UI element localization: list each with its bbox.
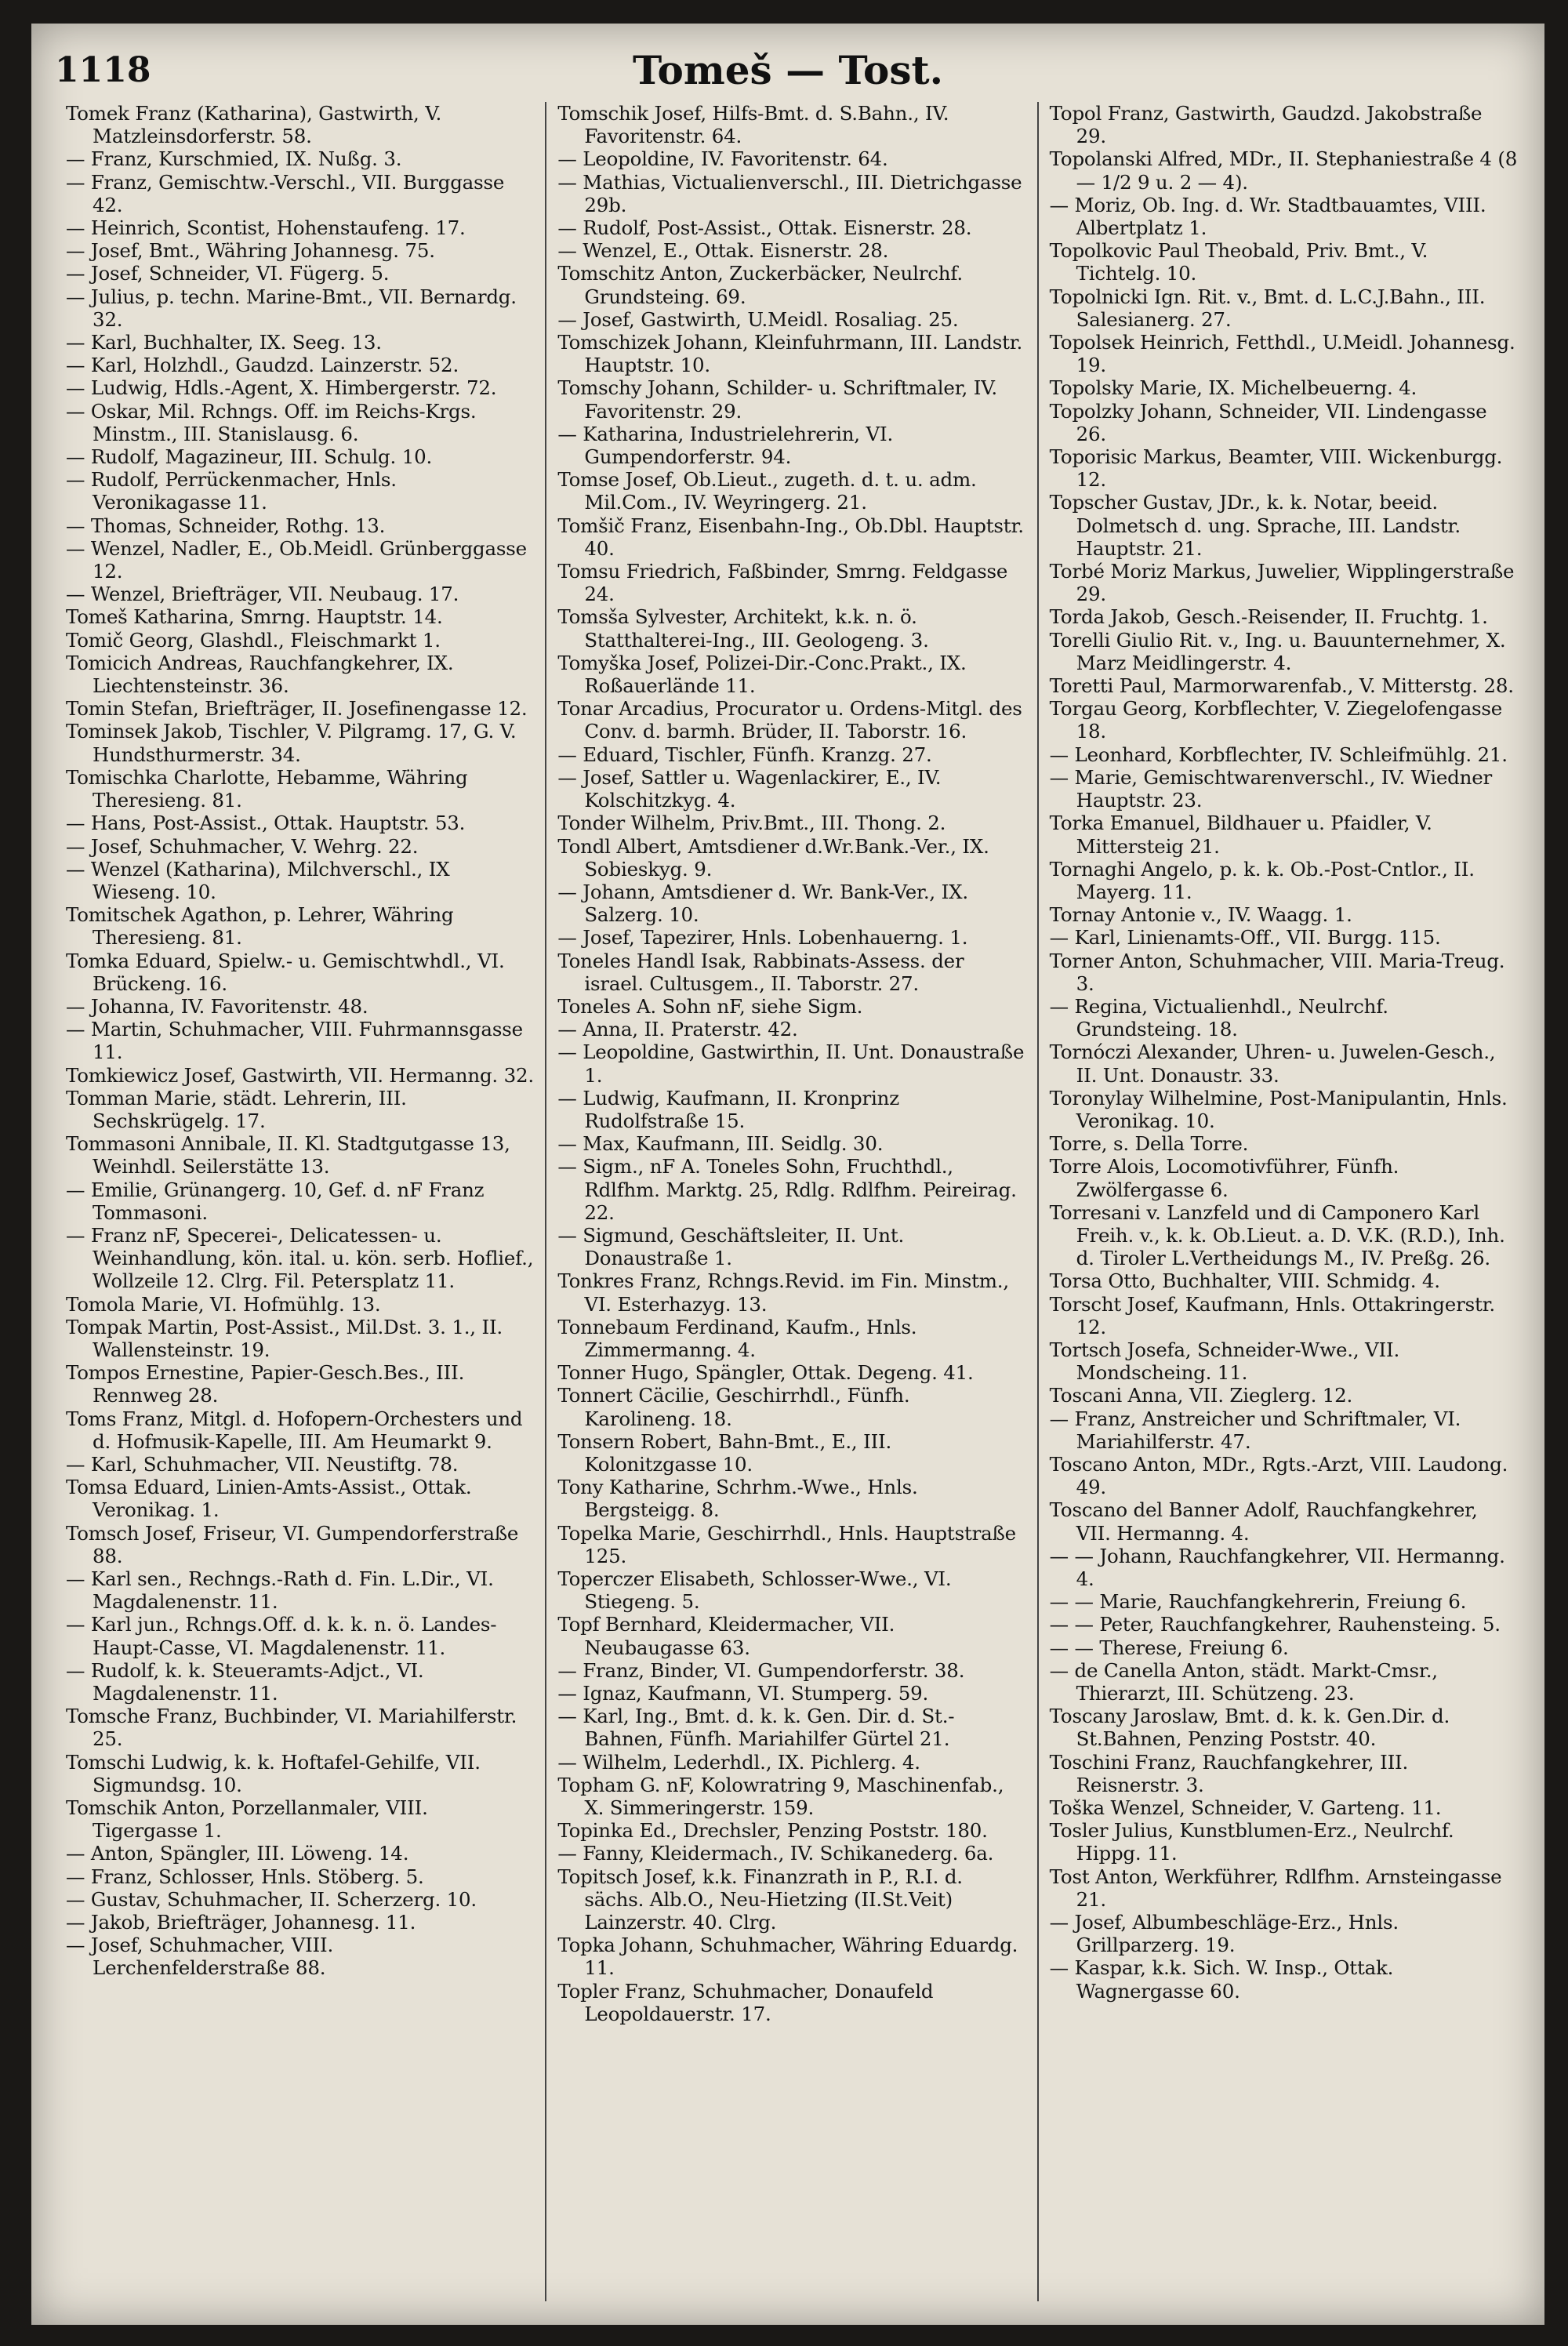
directory-page <box>31 24 1544 2325</box>
directory-entry: Topler Franz, Schuhmacher, Donaufeld Leopoldauerstr. 17. <box>557 1979 934 2025</box>
directory-entry: Toporisic Markus, Beamter, VIII. Wickenburgg. 12. <box>1049 445 1503 492</box>
directory-entry: Tonnert Cäcilie, Geschirrhdl., Fünfh. Karolineng. 18. <box>557 1384 910 1430</box>
directory-entry: — Johann, Amtsdiener d. Wr. Bank-Ver., IX. Salzerg. 10. <box>557 880 968 927</box>
directory-entry: Tomse Josef, Ob.Lieut., zugeth. d. t. u. adm. Mil.Com., IV. Weyringerg. 21. <box>557 468 977 514</box>
directory-entry: Topka Johann, Schuhmacher, Währing Eduardg. 11. <box>557 1934 1018 1980</box>
directory-entry: — Rudolf, Perrückenmacher, Hnls. Veronikagasse 11. <box>66 468 397 514</box>
directory-entry: — Karl, Buchhalter, IX. Seeg. 13. <box>66 331 382 354</box>
directory-entry: — Wenzel, Nadler, E., Ob.Meidl. Grünberggasse 12. <box>66 536 527 583</box>
directory-entry: — Sigm., nF A. Toneles Sohn, Fruchthdl., Rdlfhm. Marktg. 25, Rdlg. Rdlfhm. Peireirag. 22. <box>557 1155 1017 1224</box>
directory-entry: Tominsek Jakob, Tischler, V. Pilgramg. 17, G. V. Hundsthurmerstr. 34. <box>66 720 517 766</box>
directory-entry: Tomeš Katharina, Smrng. Hauptstr. 14. <box>66 605 443 629</box>
directory-entry: Topolnicki Ign. Rit. v., Bmt. d. L.C.J.Bahn., III. Salesianerg. 27. <box>1049 285 1486 331</box>
directory-entry: Tomšič Franz, Eisenbahn-Ing., Ob.Dbl. Hauptstr. 40. <box>557 514 1024 560</box>
directory-entry: Tornay Antonie v., IV. Waagg. 1. <box>1049 903 1352 927</box>
directory-entry: — Josef, Gastwirth, U.Meidl. Rosaliag. 25. <box>557 307 959 331</box>
directory-entry: Tomyška Josef, Polizei-Dir.-Conc.Prakt., IX. Roßauerlände 11. <box>557 651 967 698</box>
directory-entry: — Julius, p. techn. Marine-Bmt., VII. Bernardg. 32. <box>66 285 517 331</box>
directory-entry: — Franz, Anstreicher und Schriftmaler, VI. Mariahilferstr. 47. <box>1049 1407 1461 1453</box>
directory-entry: — Franz, Gemischtw.-Verschl., VII. Burggasse 42. <box>66 170 505 216</box>
directory-entry: Tost Anton, Werkführer, Rdlfhm. Arnsteingasse 21. <box>1049 1865 1502 1911</box>
directory-entry: — Franz, Kurschmied, IX. Nußg. 3. <box>66 147 402 171</box>
directory-entry: Tomschizek Johann, Kleinfuhrmann, III. Landstr. Hauptstr. 10. <box>557 331 1023 377</box>
directory-entry: Tomek Franz (Katharina), Gastwirth, V. Matzleinsdorferstr. 58. <box>66 102 442 148</box>
directory-entry: — Leonhard, Korbflechter, IV. Schleifmühlg. 21. <box>1049 743 1508 766</box>
directory-entry: Tomsch Josef, Friseur, VI. Gumpendorferstraße 88. <box>66 1521 519 1567</box>
directory-entry: Torre, s. Della Torre. <box>1049 1132 1249 1156</box>
directory-entry: Tonnebaum Ferdinand, Kaufm., Hnls. Zimmermanng. 4. <box>557 1315 917 1361</box>
directory-entry: — Anton, Spängler, III. Löweng. 14. <box>66 1842 409 1865</box>
directory-entry: Tomschik Josef, Hilfs-Bmt. d. S.Bahn., IV. Favoritenstr. 64. <box>557 102 949 148</box>
directory-entry: Toška Wenzel, Schneider, V. Garteng. 11. <box>1049 1796 1442 1820</box>
directory-entry: — Hans, Post-Assist., Ottak. Hauptstr. 53. <box>66 812 466 835</box>
directory-entry: Topscher Gustav, JDr., k. k. Notar, beeid. Dolmetsch d. ung. Sprache, III. Landstr. Hauptstr. 21. <box>1049 491 1461 560</box>
directory-entry: Tomischka Charlotte, Hebamme, Währing Theresieng. 81. <box>66 765 468 812</box>
directory-entry: — Regina, Victualienhdl., Neulrchf. Grundsteing. 18. <box>1049 994 1388 1041</box>
directory-entry: — Josef, Schuhmacher, VIII. Lerchenfelderstraße 88. <box>66 1934 334 1980</box>
directory-entry: Tompos Ernestine, Papier-Gesch.Bes., III. Rennweg 28. <box>66 1361 465 1407</box>
directory-entry: — — Peter, Rauchfangkehrer, Rauhensteing. 5. <box>1049 1613 1501 1636</box>
directory-entry: Tonner Hugo, Spängler, Ottak. Degeng. 41. <box>557 1361 974 1385</box>
directory-entry: — Anna, II. Praterstr. 42. <box>557 1018 798 1041</box>
directory-entry: — Gustav, Schuhmacher, II. Scherzerg. 10. <box>66 1887 477 1911</box>
directory-entry: Torre Alois, Locomotivführer, Fünfh. Zwölfergasse 6. <box>1049 1155 1399 1201</box>
directory-entry: Toscani Anna, VII. Zieglerg. 12. <box>1049 1384 1353 1407</box>
directory-entry: Toneles A. Sohn nF, siehe Sigm. <box>557 994 863 1018</box>
directory-entry: Tondl Albert, Amtsdiener d.Wr.Bank.-Ver., IX. Sobieskyg. 9. <box>557 834 989 881</box>
directory-entry: Tomschik Anton, Porzellanmaler, VIII. Tigergasse 1. <box>66 1796 428 1843</box>
directory-entry: — Karl jun., Rchngs.Off. d. k. k. n. ö. Landes-Haupt-Casse, VI. Magdalenenstr. 11. <box>66 1613 497 1659</box>
directory-entry: Tompak Martin, Post-Assist., Mil.Dst. 3. 1., II. Wallensteinstr. 19. <box>66 1315 503 1361</box>
directory-entry: Tomitschek Agathon, p. Lehrer, Währing Theresieng. 81. <box>66 903 454 950</box>
directory-entry: Toms Franz, Mitgl. d. Hofopern-Orchesters und d. Hofmusik-Kapelle, III. Am Heumarkt 9. <box>66 1407 523 1453</box>
directory-entry: — Thomas, Schneider, Rothg. 13. <box>66 514 386 537</box>
directory-entry: Tornaghi Angelo, p. k. k. Ob.-Post-Cntlor., II. Mayerg. 11. <box>1049 857 1475 903</box>
directory-entry: Topolzky Johann, Schneider, VII. Lindengasse 26. <box>1049 399 1487 445</box>
directory-entry: Torresani v. Lanzfeld und di Camponero Karl Freih. v., k. k. Ob.Lieut. a. D. V.K. (R.D.), Inh. d. Tiroler L.Vertheidungs M., IV. Preßg. 26. <box>1049 1200 1505 1270</box>
directory-entry: — Karl, Ing., Bmt. d. k. k. Gen. Dir. d. St.-Bahnen, Fünfh. Mariahilfer Gürtel 21. <box>557 1705 955 1751</box>
directory-entry: — Wenzel (Katharina), Milchverschl., IX Wieseng. 10. <box>66 857 450 903</box>
directory-entry: — Kaspar, k.k. Sich. W. Insp., Ottak. Wagnergasse 60. <box>1049 1956 1394 2003</box>
directory-entry: Toscano Anton, MDr., Rgts.-Arzt, VIII. Laudong. 49. <box>1049 1452 1508 1499</box>
directory-entry: Tomin Stefan, Briefträger, II. Josefinengasse 12. <box>66 697 528 721</box>
directory-entry: — Fanny, Kleidermach., IV. Schikanederg. 6a. <box>557 1842 994 1865</box>
directory-entry: Tomsche Franz, Buchbinder, VI. Mariahilferstr. 25. <box>66 1705 517 1751</box>
directory-entry: — Franz, Schlosser, Hnls. Stöberg. 5. <box>66 1865 424 1888</box>
directory-entry: — Karl, Schuhmacher, VII. Neustiftg. 78. <box>66 1452 459 1476</box>
directory-entry: Topelka Marie, Geschirrhdl., Hnls. Hauptstraße 125. <box>557 1521 1016 1567</box>
column-left <box>55 102 546 2301</box>
directory-entry: Tomschi Ludwig, k. k. Hoftafel-Gehilfe, VII. Sigmundsg. 10. <box>66 1750 481 1796</box>
directory-entry: Topolanski Alfred, MDr., II. Stephaniestraße 4 (8 — 1/2 9 u. 2 — 4). <box>1049 147 1518 194</box>
directory-entry: — Josef, Sattler u. Wagenlackirer, E., IV. Kolschitzkyg. 4. <box>557 765 942 812</box>
directory-entry: — Karl, Linienamts-Off., VII. Burgg. 115. <box>1049 926 1441 950</box>
directory-entry: Torbé Moriz Markus, Juwelier, Wipplingerstraße 29. <box>1049 560 1515 606</box>
directory-entry: — Oskar, Mil. Rchngs. Off. im Reichs-Krgs. Minstm., III. Stanislausg. 6. <box>66 399 477 445</box>
directory-entry: Topinka Ed., Drechsler, Penzing Poststr. 180. <box>557 1819 988 1843</box>
directory-entry: Toscany Jaroslaw, Bmt. d. k. k. Gen.Dir. d. St.Bahnen, Penzing Poststr. 40. <box>1049 1705 1450 1751</box>
directory-entry: Tomsu Friedrich, Faßbinder, Smrng. Feldgasse 24. <box>557 560 1008 606</box>
directory-entry: — — Marie, Rauchfangkehrerin, Freiung 6. <box>1049 1590 1467 1614</box>
column-right <box>1039 102 1529 2301</box>
directory-entry: Tomman Marie, städt. Lehrerin, III. Sechskrügelg. 17. <box>66 1086 407 1132</box>
directory-entry: Tonkres Franz, Rchngs.Revid. im Fin. Minstm., VI. Esterhazyg. 13. <box>557 1269 1009 1316</box>
directory-entry: — Franz, Binder, VI. Gumpendorferstr. 38. <box>557 1658 965 1682</box>
directory-entry: — Ignaz, Kaufmann, VI. Stumperg. 59. <box>557 1682 929 1705</box>
directory-entry: Tomicich Andreas, Rauchfangkehrer, IX. Liechtensteinstr. 36. <box>66 651 454 698</box>
directory-entry: — Marie, Gemischtwarenverschl., IV. Wiedner Hauptstr. 23. <box>1049 765 1493 812</box>
directory-entry: Tomschy Johann, Schilder- u. Schriftmaler, IV. Favoritenstr. 29. <box>557 376 998 423</box>
directory-entry: Tomola Marie, VI. Hofmühlg. 13. <box>66 1292 381 1316</box>
directory-entry: Tomsa Eduard, Linien-Amts-Assist., Ottak. Veronikag. 1. <box>66 1476 472 1522</box>
directory-entry: Tony Katharine, Schrhm.-Wwe., Hnls. Bergsteigg. 8. <box>557 1476 918 1522</box>
directory-columns <box>55 102 1529 2301</box>
directory-entry: Tortsch Josefa, Schneider-Wwe., VII. Mondscheing. 11. <box>1049 1338 1400 1385</box>
directory-entry: — Max, Kaufmann, III. Seidlg. 30. <box>557 1132 884 1156</box>
directory-entry: Toneles Handl Isak, Rabbinats-Assess. der israel. Cultusgem., II. Taborstr. 27. <box>557 949 964 995</box>
directory-entry: Torelli Giulio Rit. v., Ing. u. Bauunternehmer, X. Marz Meidlingerstr. 4. <box>1049 628 1506 674</box>
directory-entry: — Rudolf, k. k. Steueramts-Adjct., VI. Magdalenenstr. 11. <box>66 1658 424 1705</box>
directory-entry: Tomkiewicz Josef, Gastwirth, VII. Hermanng. 32. <box>66 1063 534 1087</box>
directory-entry: Toperczer Elisabeth, Schlosser-Wwe., VI. Stiegeng. 5. <box>557 1567 952 1614</box>
directory-entry: — Ludwig, Kaufmann, II. Kronprinz Rudolfstraße 15. <box>557 1086 899 1132</box>
directory-entry: — Josef, Schuhmacher, V. Wehrg. 22. <box>66 834 419 858</box>
directory-entry: — Jakob, Briefträger, Johannesg. 11. <box>66 1911 416 1934</box>
directory-entry: Tomschitz Anton, Zuckerbäcker, Neulrchf. Grundsteing. 69. <box>557 262 963 308</box>
directory-entry: Torner Anton, Schuhmacher, VIII. Maria-Treug. 3. <box>1049 949 1505 995</box>
running-head: Tomeš — Tost. <box>633 47 943 93</box>
directory-entry: — Ludwig, Hdls.-Agent, X. Himbergerstr. 72. <box>66 376 497 400</box>
directory-entry: Tonar Arcadius, Procurator u. Ordens-Mitgl. des Conv. d. barmh. Brüder, II. Taborstr. 16. <box>557 697 1022 743</box>
directory-entry: Torka Emanuel, Bildhauer u. Pfaidler, V. Mittersteig 21. <box>1049 812 1432 858</box>
directory-entry: — Sigmund, Geschäftsleiter, II. Unt. Donaustraße 1. <box>557 1223 905 1270</box>
page-number: 1118 <box>55 50 151 90</box>
directory-entry: — Karl, Holzhdl., Gaudzd. Lainzerstr. 52. <box>66 354 459 377</box>
directory-entry: Topolkovic Paul Theobald, Priv. Bmt., V. Tichtelg. 10. <box>1049 239 1428 285</box>
directory-entry: Tosler Julius, Kunstblumen-Erz., Neulrchf. Hippg. 11. <box>1049 1819 1454 1865</box>
directory-entry: — Wenzel, E., Ottak. Eisnerstr. 28. <box>557 239 889 263</box>
directory-entry: — Mathias, Victualienverschl., III. Dietrichgasse 29b. <box>557 170 1022 216</box>
directory-entry: — Martin, Schuhmacher, VIII. Fuhrmannsgasse 11. <box>66 1018 523 1064</box>
directory-entry: — Rudolf, Post-Assist., Ottak. Eisnerstr. 28. <box>557 216 972 240</box>
directory-entry: Tonder Wilhelm, Priv.Bmt., III. Thong. 2. <box>557 812 946 835</box>
directory-entry: — Wenzel, Briefträger, VII. Neubaug. 17. <box>66 583 459 606</box>
directory-entry: Tomič Georg, Glashdl., Fleischmarkt 1. <box>66 628 441 652</box>
directory-entry: Topf Bernhard, Kleidermacher, VII. Neubaugasse 63. <box>557 1613 895 1659</box>
directory-entry: Toronylay Wilhelmine, Post-Manipulantin, Hnls. Veronikag. 10. <box>1049 1086 1508 1132</box>
directory-entry: — Leopoldine, Gastwirthin, II. Unt. Donaustraße 1. <box>557 1040 1025 1087</box>
directory-entry: — Wilhelm, Lederhdl., IX. Pichlerg. 4. <box>557 1750 920 1774</box>
directory-entry: Toscano del Banner Adolf, Rauchfangkehrer, VII. Hermanng. 4. <box>1049 1498 1478 1545</box>
directory-entry: Tommasoni Annibale, II. Kl. Stadtgutgasse 13, Weinhdl. Seilerstätte 13. <box>66 1132 510 1178</box>
directory-entry: — Katharina, Industrielehrerin, VI. Gumpendorferstr. 94. <box>557 422 894 469</box>
directory-entry: Topolsky Marie, IX. Michelbeuerng. 4. <box>1049 376 1417 400</box>
directory-entry: — Josef, Albumbeschläge-Erz., Hnls. Grillparzerg. 19. <box>1049 1911 1399 1957</box>
directory-entry: — Josef, Bmt., Währing Johannesg. 75. <box>66 239 435 263</box>
directory-entry: Topolsek Heinrich, Fetthdl., U.Meidl. Johannesg. 19. <box>1049 331 1515 377</box>
directory-entry: Torsa Otto, Buchhalter, VIII. Schmidg. 4. <box>1049 1269 1440 1293</box>
directory-entry: — — Johann, Rauchfangkehrer, VII. Hermanng. 4. <box>1049 1544 1505 1590</box>
directory-entry: — de Canella Anton, städt. Markt-Cmsr., Thierarzt, III. Schützeng. 23. <box>1049 1658 1438 1705</box>
directory-entry: — Josef, Tapezirer, Hnls. Lobenhauerng. 1. <box>557 926 968 950</box>
directory-entry: — Heinrich, Scontist, Hohenstaufeng. 17. <box>66 216 466 240</box>
directory-entry: Tonsern Robert, Bahn-Bmt., E., III. Kolonitzgasse 10. <box>557 1429 892 1476</box>
directory-entry: Tomka Eduard, Spielw.- u. Gemischtwhdl., VI. Brückeng. 16. <box>66 949 505 995</box>
directory-entry: Torda Jakob, Gesch.-Reisender, II. Fruchtg. 1. <box>1049 605 1488 629</box>
column-middle <box>546 102 1038 2301</box>
directory-entry: Toretti Paul, Marmorwarenfab., V. Mitterstg. 28. <box>1049 674 1514 698</box>
directory-entry: — Rudolf, Magazineur, III. Schulg. 10. <box>66 445 433 469</box>
directory-entry: — Karl sen., Rechngs.-Rath d. Fin. L.Dir., VI. Magdalenenstr. 11. <box>66 1567 494 1614</box>
directory-entry: — Moriz, Ob. Ing. d. Wr. Stadtbauamtes, VIII. Albertplatz 1. <box>1049 193 1486 240</box>
directory-entry: — — Therese, Freiung 6. <box>1049 1636 1289 1659</box>
directory-entry: Torgau Georg, Korbflechter, V. Ziegelofengasse 18. <box>1049 697 1503 743</box>
directory-entry: — Josef, Schneider, VI. Fügerg. 5. <box>66 262 390 285</box>
directory-entry: — Franz nF, Specerei-, Delicatessen- u. Weinhandlung, kön. ital. u. kön. serb. Hoflief., Wollzeile 12. Clrg. Fil. Petersplatz 11. <box>66 1223 534 1293</box>
directory-entry: — Johanna, IV. Favoritenstr. 48. <box>66 994 368 1018</box>
directory-entry: — Eduard, Tischler, Fünfh. Kranzg. 27. <box>557 743 932 766</box>
directory-entry: Tornóczi Alexander, Uhren- u. Juwelen-Gesch., II. Unt. Donaustr. 33. <box>1049 1040 1496 1087</box>
directory-entry: Torscht Josef, Kaufmann, Hnls. Ottakringerstr. 12. <box>1049 1292 1496 1338</box>
page-header <box>55 45 1521 108</box>
directory-entry: Toschini Franz, Rauchfangkehrer, III. Reisnerstr. 3. <box>1049 1750 1409 1796</box>
directory-entry: Topitsch Josef, k.k. Finanzrath in P., R.I. d. sächs. Alb.O., Neu-Hietzing (II.St.Veit) Lainzerstr. 40. Clrg. <box>557 1865 963 1934</box>
directory-entry: Topol Franz, Gastwirth, Gaudzd. Jakobstraße 29. <box>1049 102 1483 148</box>
directory-entry: Tomsša Sylvester, Architekt, k.k. n. ö. Statthalterei-Ing., III. Geologeng. 3. <box>557 605 929 652</box>
directory-entry: — Leopoldine, IV. Favoritenstr. 64. <box>557 147 888 171</box>
directory-entry: — Emilie, Grünangerg. 10, Gef. d. nF Franz Tommasoni. <box>66 1178 485 1224</box>
directory-entry: Topham G. nF, Kolowratring 9, Maschinenfab., X. Simmeringerstr. 159. <box>557 1773 1004 1820</box>
